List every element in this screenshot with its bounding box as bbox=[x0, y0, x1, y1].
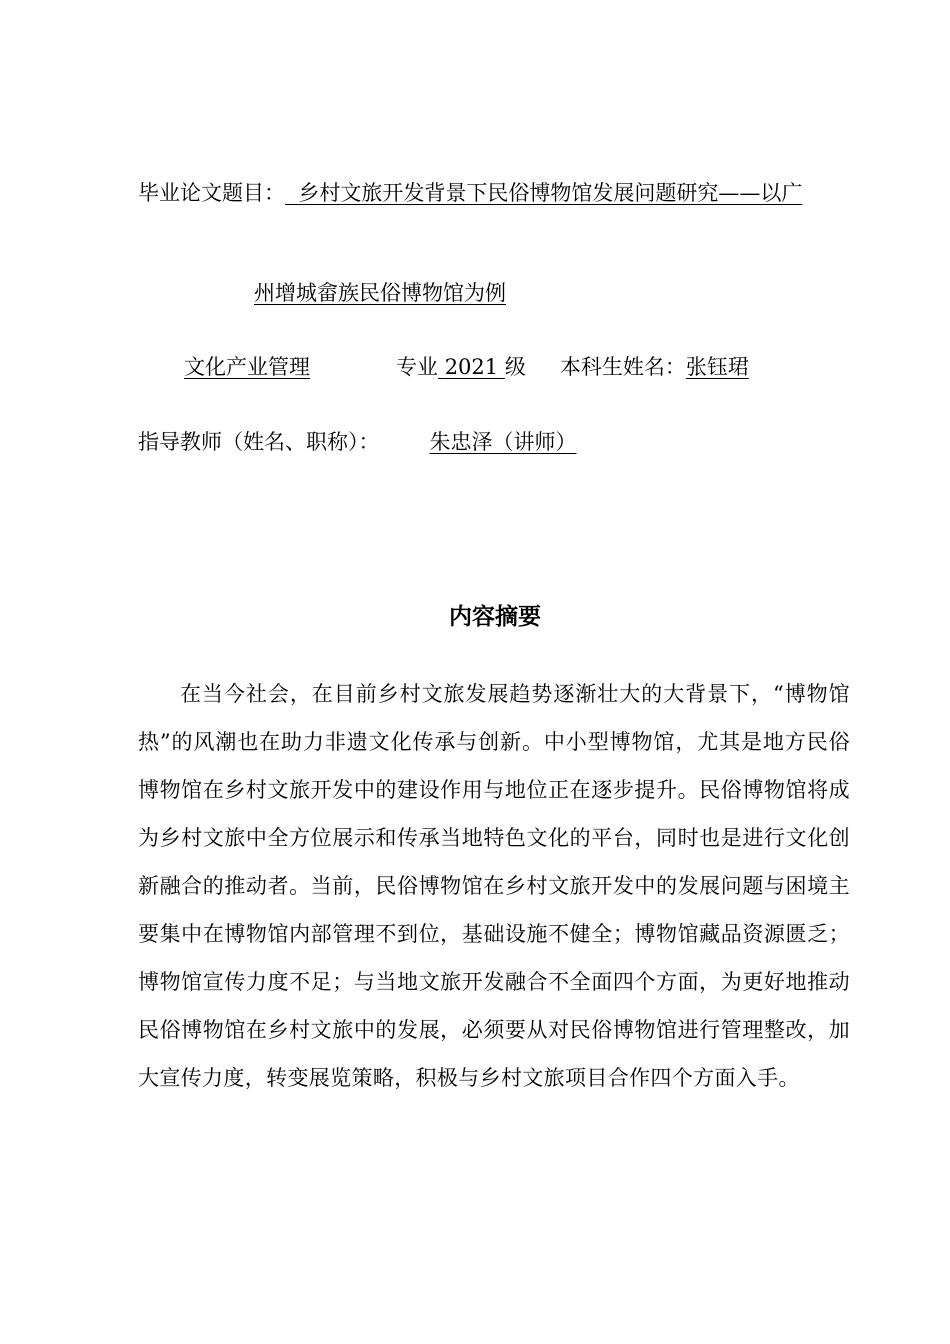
thesis-title-value: 乡村文旅开发背景下民俗博物馆发展问题研究——以广 bbox=[298, 181, 803, 205]
major-line bbox=[138, 352, 749, 382]
student-label: 本科生姓名： bbox=[559, 355, 686, 379]
abstract-body: 在当今社会，在目前乡村文旅发展趋势逐渐壮大的大背景下，“博物馆热”的风潮也在助力非遗文化传承与创新。中小型博物馆，尤其是地方民俗博物馆在乡村文旅开发中的建设作用与地位正在逐步提升。民俗博物馆将成为乡村文旅中全方位展示和传承当地特色文化的平台，同时也是进行文化创新融合的推动者。当前，民俗博物馆在乡村文旅开发中的发展问题与困境主要集中在博物馆内部管理不到位，基础设施不健全；博物馆藏品资源匮乏；博物馆宣传力度不足；与当地文旅开发融合不全面四个方面，为更好地推动民俗博物馆在乡村文旅中的发展，必须要从对民俗博物馆进行管理整改，加大宣传力度，转变展览策略，积极与乡村文旅项目合作四个方面入手。 bbox=[138, 682, 850, 1090]
thesis-title-line bbox=[138, 178, 802, 208]
advisor-label: 指导教师（姓名、职称）： bbox=[138, 430, 380, 454]
year-value: 2021 bbox=[444, 355, 499, 379]
major-value: 文化产业管理 bbox=[184, 355, 310, 379]
advisor-name: 朱忠泽（讲师） bbox=[429, 430, 577, 454]
year-suffix: 级 bbox=[504, 355, 526, 379]
thesis-title-label: 毕业论文题目： bbox=[138, 181, 285, 205]
abstract-heading: 内容摘要 bbox=[449, 604, 541, 630]
major-label: 专业 bbox=[396, 355, 438, 379]
thesis-title-continuation: 州增城畲族民俗博物馆为例 bbox=[254, 281, 506, 305]
advisor-line bbox=[138, 427, 601, 457]
student-name: 张钰珺 bbox=[685, 355, 749, 379]
